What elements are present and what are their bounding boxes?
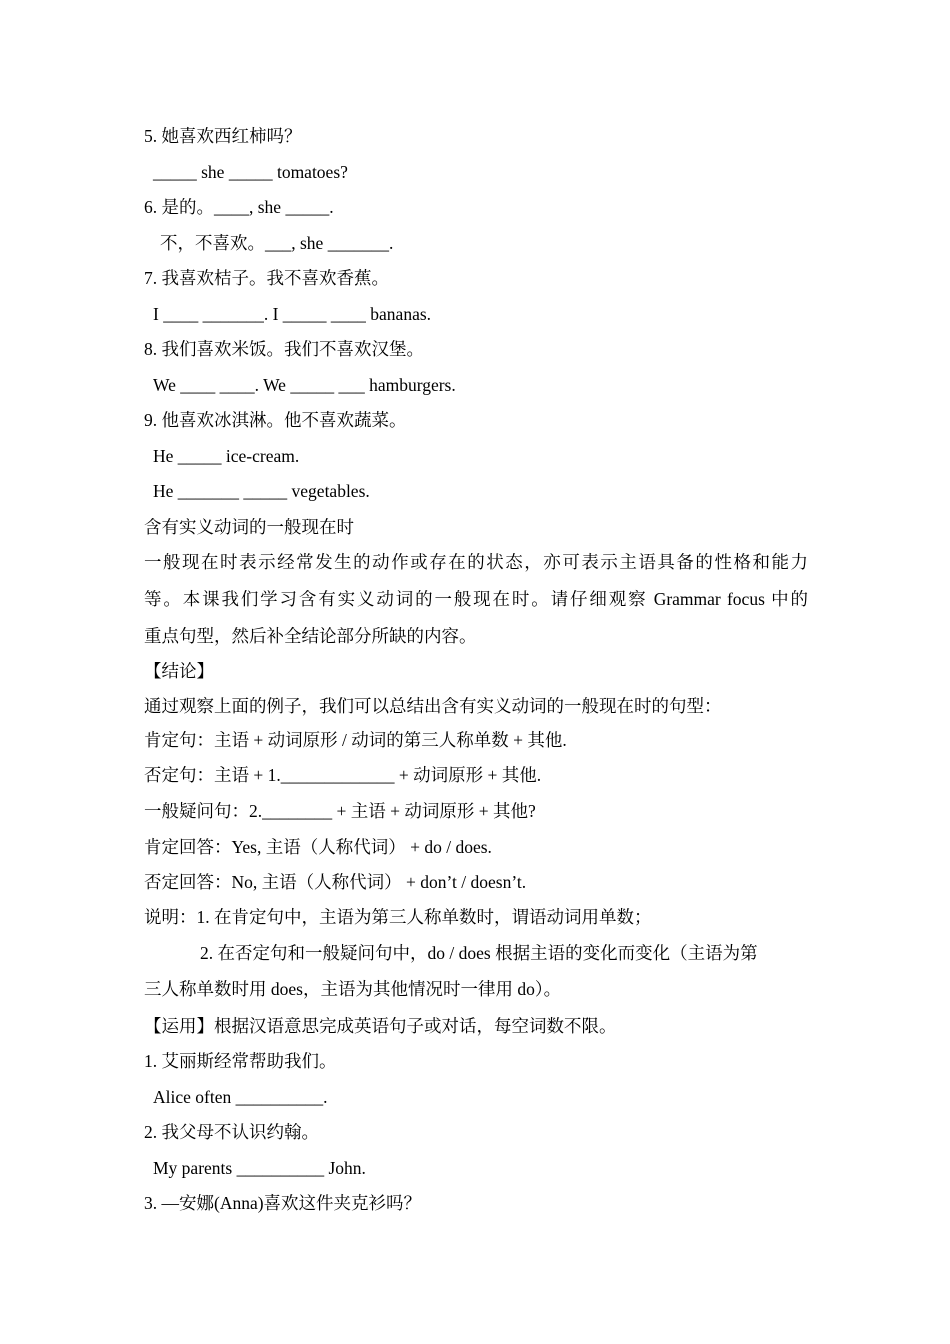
note-2-line-1: 2. 在否定句和一般疑问句中，do / does 根据主语的变化而变化（主语为第 — [200, 943, 758, 963]
question-9-chinese: 9. 他喜欢冰淇淋。他不喜欢蔬菜。 — [144, 410, 407, 430]
rule-no-answer: 否定回答：No, 主语（人称代词） + don’t / doesn’t. — [144, 872, 527, 892]
conclusion-intro: 通过观察上面的例子，我们可以总结出含有实义动词的一般现在时的句型： — [144, 696, 722, 716]
question-8-chinese: 8. 我们喜欢米饭。我们不喜欢汉堡。 — [144, 339, 424, 359]
rule-question: 一般疑问句：2.________ + 主语 + 动词原形 + 其他? — [144, 801, 536, 821]
question-9-english-1: He _____ ice-cream. — [153, 446, 300, 466]
question-5-chinese: 5. 她喜欢西红柿吗？ — [144, 126, 302, 146]
intro-paragraph-line-1: 一般现在时表示经常发生的动作或存在的状态，亦可表示主语具备的性格和能力 — [144, 552, 808, 572]
note-2-line-2: 三人称单数时用 does，主语为其他情况时一律用 do）。 — [144, 979, 562, 999]
rule-affirmative: 肯定句：主语 + 动词原形 / 动词的第三人称单数 + 其他. — [144, 730, 567, 750]
question-6-yes: 6. 是的。____, she _____. — [144, 197, 334, 217]
rule-negative: 否定句：主语 + 1._____________ + 动词原形 + 其他. — [144, 765, 542, 785]
question-7-english: I ____ _______. I _____ ____ bananas. — [153, 304, 432, 324]
exercise-2-english: My parents __________ John. — [153, 1158, 366, 1178]
question-5-english: _____ she _____ tomatoes? — [153, 162, 348, 182]
note-1: 说明：1. 在肯定句中，主语为第三人称单数时，谓语动词用单数； — [144, 907, 652, 927]
exercise-3-chinese: 3. —安娜(Anna)喜欢这件夹克衫吗？ — [144, 1193, 422, 1213]
exercise-1-chinese: 1. 艾丽斯经常帮助我们。 — [144, 1051, 337, 1071]
question-6-no: 不，不喜欢。___, she _______. — [160, 233, 394, 253]
exercise-1-english: Alice often __________. — [153, 1087, 328, 1107]
question-7-chinese: 7. 我喜欢桔子。我不喜欢香蕉。 — [144, 268, 389, 288]
conclusion-heading: 【结论】 — [144, 661, 214, 681]
section-heading: 含有实义动词的一般现在时 — [144, 517, 354, 537]
intro-paragraph-line-3: 重点句型，然后补全结论部分所缺的内容。 — [144, 626, 477, 646]
application-heading: 【运用】根据汉语意思完成英语句子或对话，每空词数不限。 — [144, 1016, 617, 1036]
exercise-2-chinese: 2. 我父母不认识约翰。 — [144, 1122, 319, 1142]
rule-yes-answer: 肯定回答：Yes, 主语（人称代词） + do / does. — [144, 837, 492, 857]
intro-paragraph-line-2: 等。本课我们学习含有实义动词的一般现在时。请仔细观察 Grammar focus 中的 — [144, 589, 808, 609]
question-9-english-2: He _______ _____ vegetables. — [153, 481, 370, 501]
question-8-english: We ____ ____. We _____ ___ hamburgers. — [153, 375, 456, 395]
